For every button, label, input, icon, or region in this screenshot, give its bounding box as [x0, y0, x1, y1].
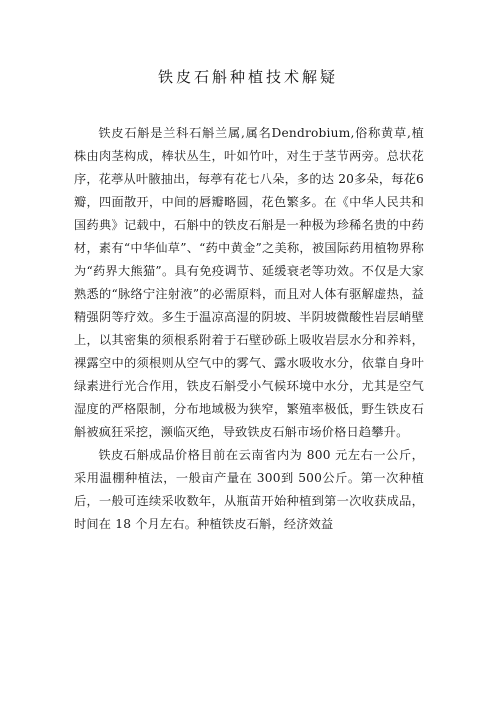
- paragraph-1: 铁皮石斛是兰科石斛兰属,属名Dendrobium,俗称黄草,植株由肉茎构成，棒状丛生，叶如竹叶，对生于茎节两旁。总状花序，花葶从叶腋抽出，每葶有花七八朵，多的达 20多朵，每花6瓣，四面散开，中间的唇瓣略圆，花色繁多。在《中华人民共和国药典》记载中，石斛中的铁皮石斛是一种极为珍稀名贵的中药材，素有“中华仙草”、“药中黄金”之美称，被国际药用植物界称为“药界大熊猫”。具有免疫调节、延缓衰老等功效。不仅是大家熟悉的“脉络宁注射液”的必需原料，而且对人体有驱解虚热，益精强阴等疗效。多生于温凉高湿的阴坡、半阴坡微酸性岩层峭壁上，以其密集的须根系附着于石壁砂砾上吸收岩层水分和养料，裸露空中的须根则从空气中的雾气、露水吸收水分，依靠自身叶绿素进行光合作用，铁皮石斛受小气候环境中水分，尤其是空气湿度的严格限制，分布地域极为狭窄，繁殖率极低，野生铁皮石斛被疯狂采挖，濒临灭绝，导致铁皮石斛市场价格日趋攀升。: [74, 126, 425, 439]
- document-body: [74, 122, 424, 536]
- paragraph-2: 铁皮石斛成品价格目前在云南省内为 800 元左右一公斤，采用温棚种植法，一般亩产量在 300到 500公斤。第一次种植后，一般可连续采收数年，从瓶苗开始种植到第一次收获成品，时间在 18 个月左右。种植铁皮石斛，经济效益: [74, 448, 424, 531]
- document-title: 铁皮石斛种植技术解疑: [157, 68, 338, 86]
